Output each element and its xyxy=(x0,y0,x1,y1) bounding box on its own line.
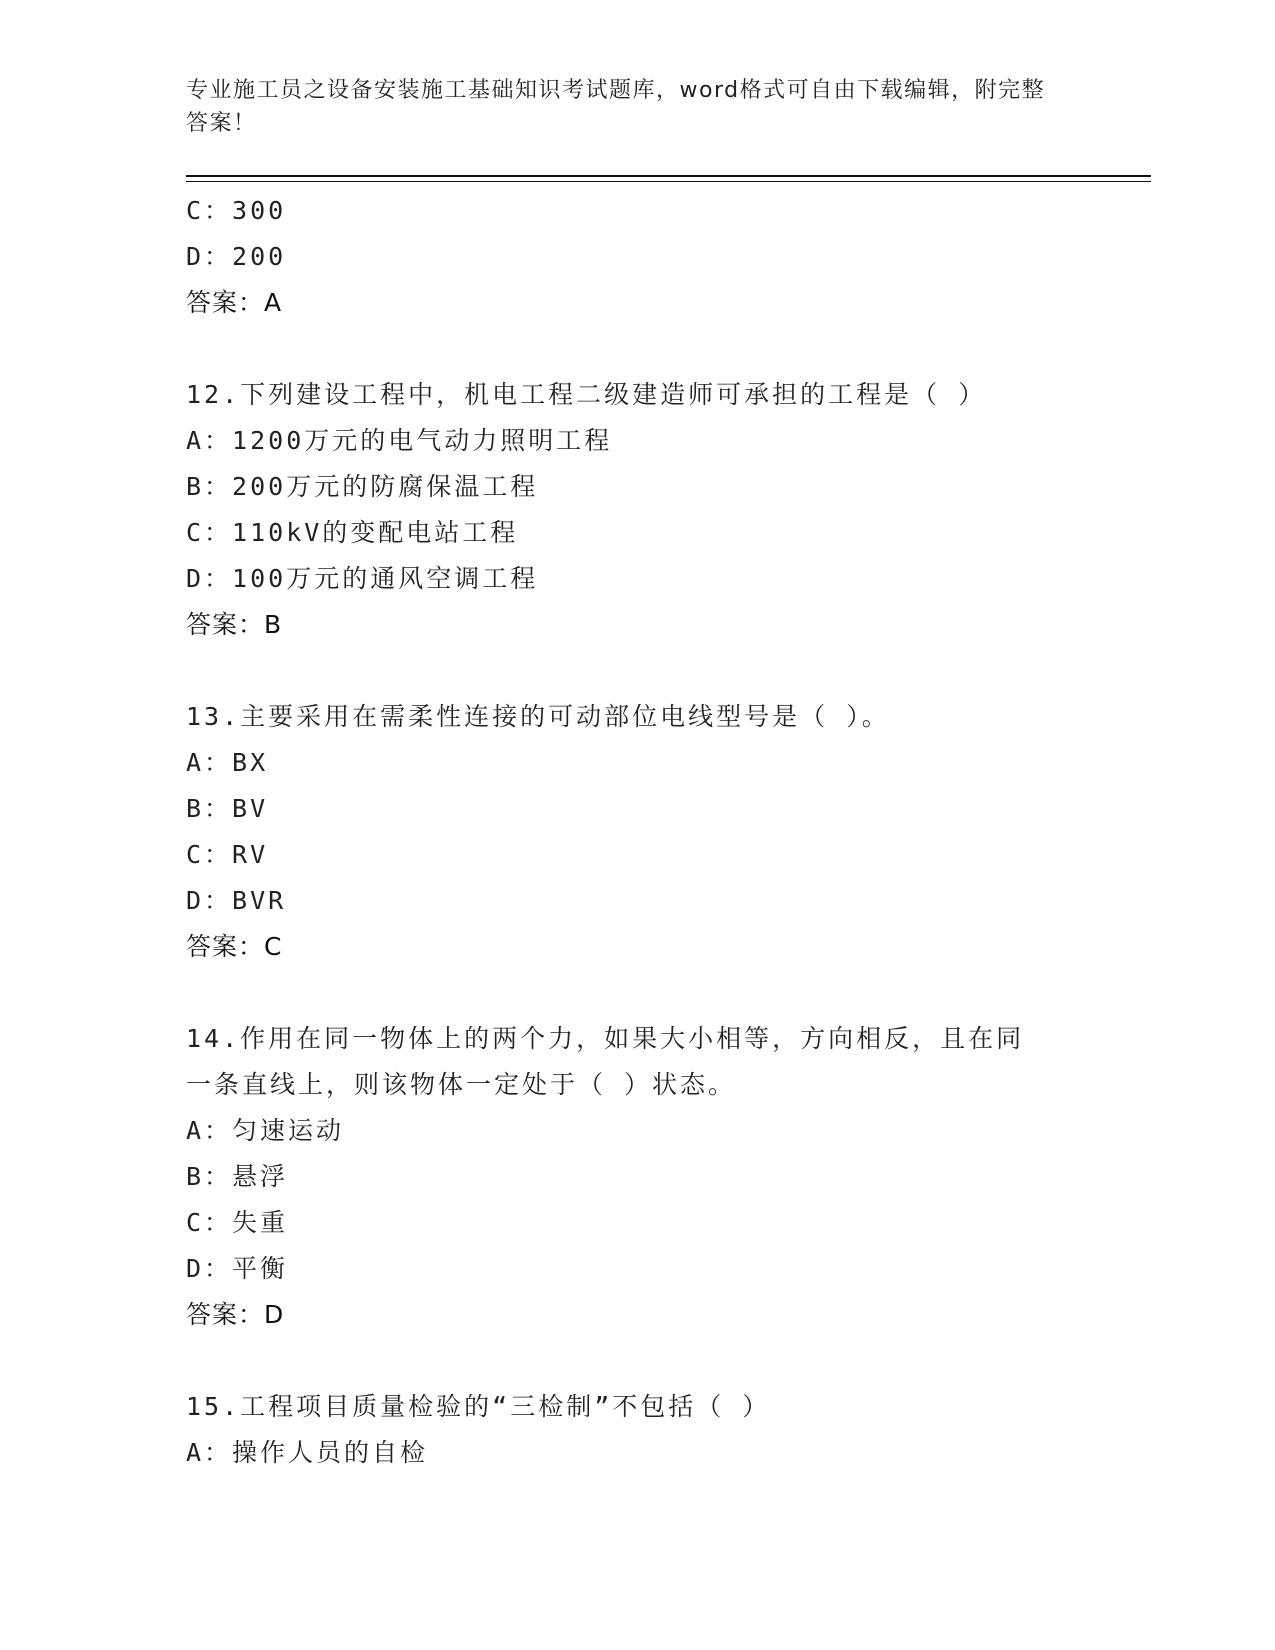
option-d: D：100万元的通风空调工程 xyxy=(186,564,539,593)
answer-line: 答案：C xyxy=(186,932,283,961)
header-divider-thick xyxy=(186,175,1151,177)
header-divider-thin xyxy=(186,181,1151,182)
option-b: B：200万元的防腐保温工程 xyxy=(186,472,539,501)
answer-line: 答案：B xyxy=(186,610,283,639)
question-14 xyxy=(186,1016,1086,1338)
option-c: C：110kV的变配电站工程 xyxy=(186,518,519,547)
question-12 xyxy=(186,372,1086,648)
question-11-tail xyxy=(186,188,1086,326)
question-stem: 12.下列建设工程中，机电工程二级建造师可承担的工程是（ ） xyxy=(186,380,987,409)
option-a: A：操作人员的自检 xyxy=(186,1438,429,1467)
spacer xyxy=(186,1338,1086,1384)
spacer xyxy=(186,970,1086,1016)
question-13 xyxy=(186,694,1086,970)
document-header: 专业施工员之设备安装施工基础知识考试题库，word格式可自由下载编辑，附完整答案！ xyxy=(186,78,1046,136)
option-c: C：失重 xyxy=(186,1208,289,1237)
question-stem: 13.主要采用在需柔性连接的可动部位电线型号是（ ）。 xyxy=(186,702,890,731)
answer-line: 答案：A xyxy=(186,288,283,317)
option-d: D：BVR xyxy=(186,886,287,915)
option-b: B：悬浮 xyxy=(186,1162,289,1191)
answer-line: 答案：D xyxy=(186,1300,285,1329)
question-15 xyxy=(186,1384,1086,1476)
question-content xyxy=(186,188,1086,1476)
spacer xyxy=(186,648,1086,694)
question-stem: 14.作用在同一物体上的两个力，如果大小相等，方向相反，且在同一条直线上，则该物体一定处于（ ）状态。 xyxy=(186,1024,1025,1099)
question-stem: 15.工程项目质量检验的“三检制”不包括（ ） xyxy=(186,1392,771,1421)
option-c: C：RV xyxy=(186,840,269,869)
option-c: C：300 xyxy=(186,196,287,225)
option-d: D：平衡 xyxy=(186,1254,289,1283)
option-a: A：BX xyxy=(186,748,269,777)
spacer xyxy=(186,326,1086,372)
option-b: B：BV xyxy=(186,794,269,823)
option-a: A：匀速运动 xyxy=(186,1116,345,1145)
option-d: D：200 xyxy=(186,242,287,271)
option-a: A：1200万元的电气动力照明工程 xyxy=(186,426,613,455)
